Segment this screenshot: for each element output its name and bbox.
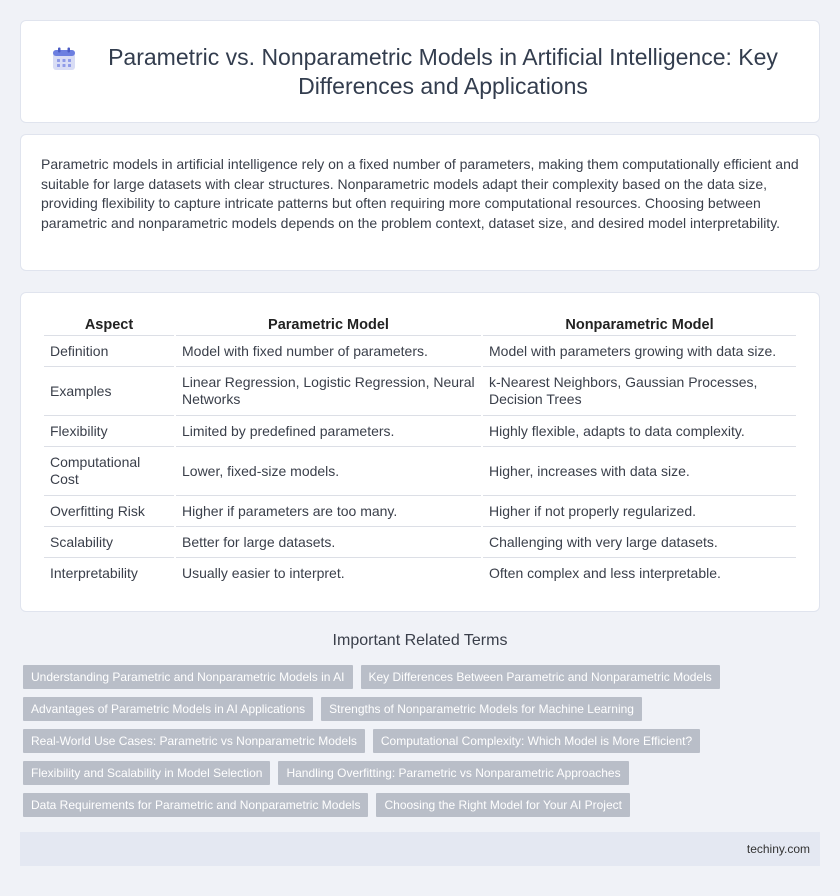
table-cell-aspect: Overfitting Risk (44, 496, 174, 527)
related-term-tag[interactable]: Advantages of Parametric Models in AI Applications (23, 697, 313, 721)
page-title: Parametric vs. Nonparametric Models in Artificial Intelligence: Key Differences and Applications (108, 43, 778, 99)
related-term-tag[interactable]: Computational Complexity: Which Model is More Efficient? (373, 729, 700, 753)
table-cell-aspect: Computational Cost (44, 447, 174, 496)
table-cell-nonparametric: Challenging with very large datasets. (483, 527, 796, 558)
comparison-table (42, 313, 798, 589)
column-header-aspect: Aspect (44, 313, 174, 336)
table-cell-parametric: Limited by predefined parameters. (176, 416, 481, 447)
table-cell-nonparametric: Higher if not properly regularized. (483, 496, 796, 527)
related-term-tag[interactable]: Real-World Use Cases: Parametric vs Nonparametric Models (23, 729, 365, 753)
related-term-tag[interactable]: Choosing the Right Model for Your AI Project (376, 793, 629, 817)
table-cell-parametric: Usually easier to interpret. (182, 565, 345, 581)
table-cell-parametric: Lower, fixed-size models. (176, 447, 481, 496)
related-term-tag[interactable]: Key Differences Between Parametric and Nonparametric Models (361, 665, 720, 689)
table-cell-parametric: Better for large datasets. (176, 527, 481, 558)
related-term-tag[interactable]: Strengths of Nonparametric Models for Machine Learning (321, 697, 642, 721)
comparison-table-card (20, 292, 820, 612)
table-cell-parametric: Linear Regression, Logistic Regression, Neural Networks (176, 367, 481, 416)
related-term-tag[interactable]: Flexibility and Scalability in Model Selection (23, 761, 270, 785)
table-cell-nonparametric: k-Nearest Neighbors, Gaussian Processes, Decision Trees (483, 367, 796, 416)
table-cell-aspect: Flexibility (44, 416, 174, 447)
related-terms-tags (23, 665, 823, 825)
table-row (44, 447, 796, 496)
related-term-tag[interactable]: Handling Overfitting: Parametric vs Nonparametric Approaches (278, 761, 628, 785)
footer (20, 832, 820, 866)
related-term-tag[interactable]: Understanding Parametric and Nonparametric Models in AI (23, 665, 353, 689)
title-card (20, 20, 820, 123)
table-cell-nonparametric: Model with parameters growing with data size. (483, 336, 796, 367)
table-cell-nonparametric: Often complex and less interpretable. (489, 565, 721, 581)
footer-site-link[interactable]: techiny.com (746, 842, 810, 856)
table-cell-aspect: Interpretability (50, 565, 138, 581)
table-row (44, 527, 796, 558)
table-cell-parametric: Higher if parameters are too many. (176, 496, 481, 527)
column-header-nonparametric: Nonparametric Model (483, 313, 796, 336)
table-row (44, 416, 796, 447)
intro-paragraph: Parametric models in artificial intelligence rely on a fixed number of parameters, making them computationally efficient and suitable for large datasets with clear structures. Nonparametric models adapt their complexity based on the data size, providing flexibility to capture intricate patterns but often requiring more computational resources. Choosing between parametric and nonparametric models depends on the problem context, dataset size, and desired model interpretability. (41, 156, 799, 231)
calendar-icon (51, 46, 77, 72)
table-cell-aspect: Definition (44, 336, 174, 367)
table-cell-nonparametric: Highly flexible, adapts to data complexity. (483, 416, 796, 447)
table-row (44, 496, 796, 527)
table-cell-aspect: Examples (44, 367, 174, 416)
table-row (44, 558, 796, 589)
related-term-tag[interactable]: Data Requirements for Parametric and Nonparametric Models (23, 793, 368, 817)
table-row (44, 336, 796, 367)
related-terms-title: Important Related Terms (332, 632, 508, 649)
table-cell-parametric: Model with fixed number of parameters. (176, 336, 481, 367)
column-header-parametric: Parametric Model (176, 313, 481, 336)
table-row (44, 367, 796, 416)
table-header-row (44, 313, 796, 336)
intro-card (20, 134, 820, 271)
table-cell-nonparametric: Higher, increases with data size. (483, 447, 796, 496)
table-cell-aspect: Scalability (44, 527, 174, 558)
